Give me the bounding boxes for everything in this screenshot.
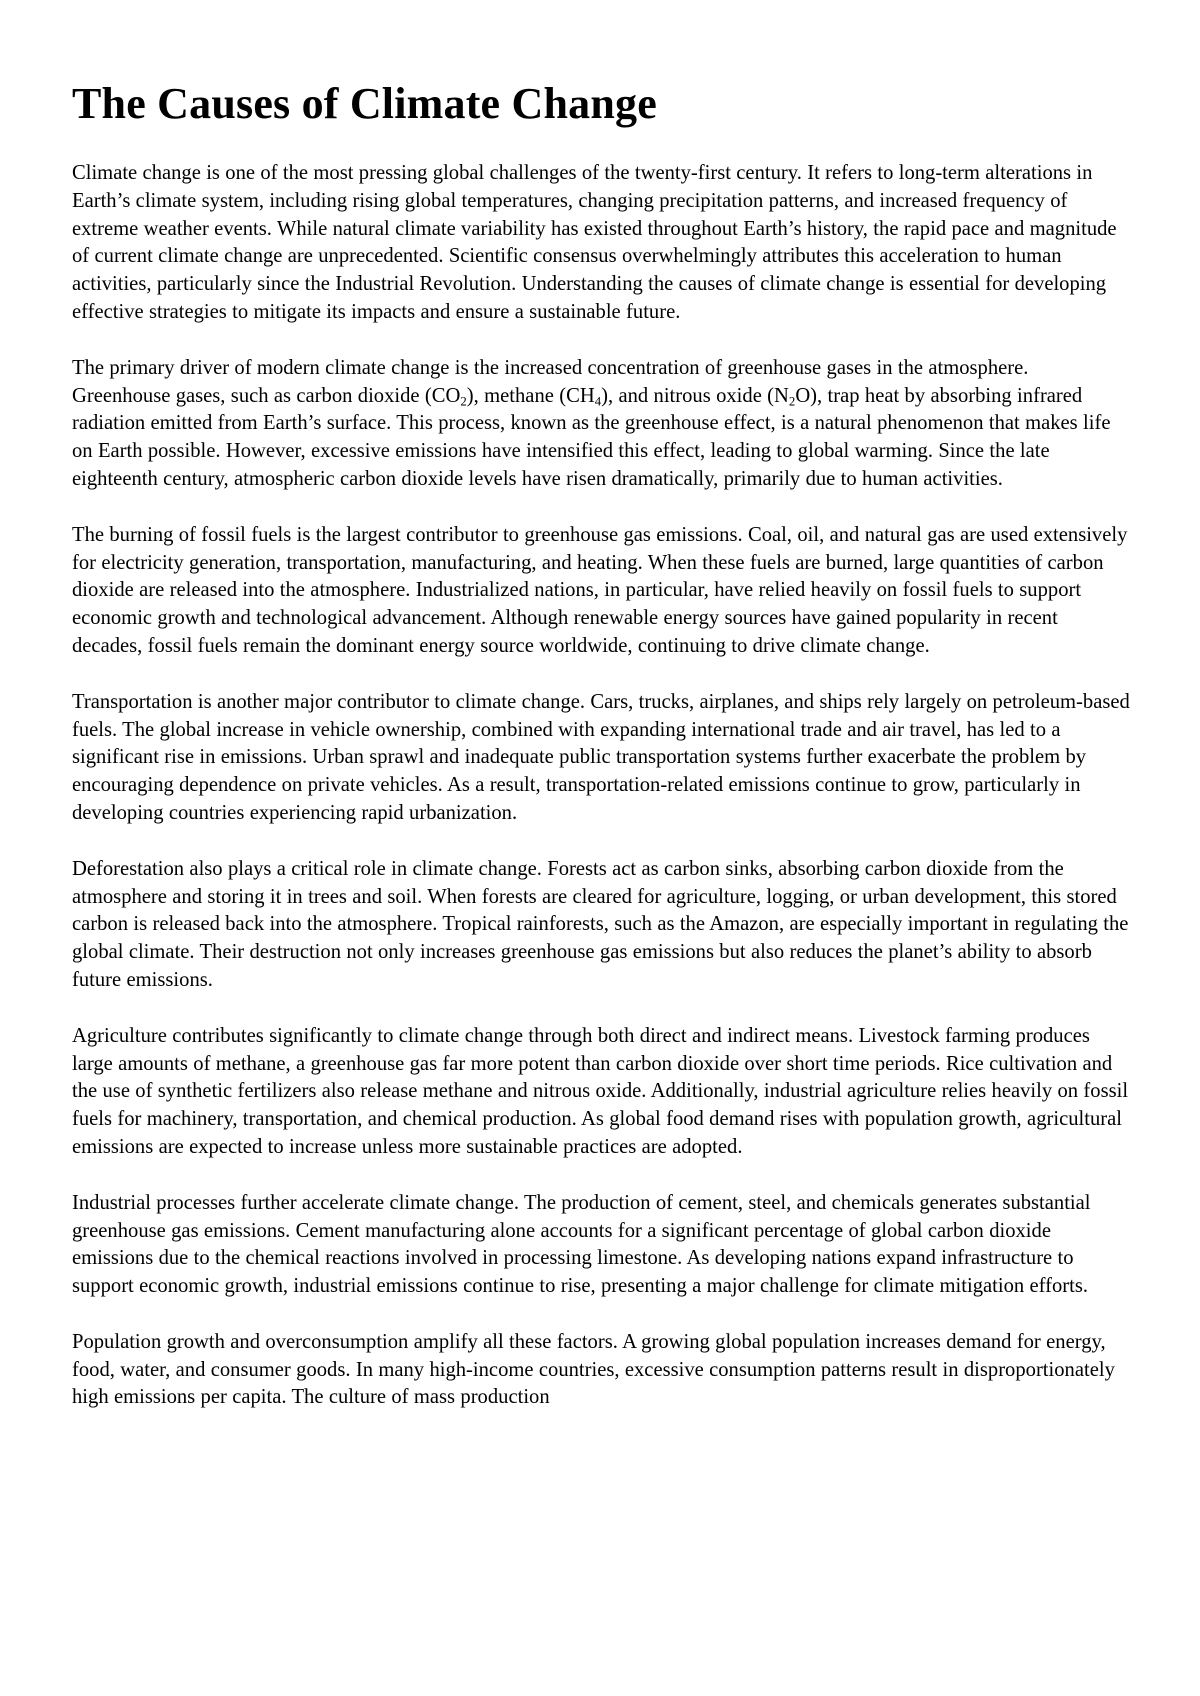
paragraph-industrial-processes: Industrial processes further accelerate climate change. The production of cement, steel, and chemicals generates substantial greenhouse gas emissions. Cement manufacturing alone accounts for a significant percentage of global carbon dioxide emissions due to the chemical reactions involved in processing limestone. As developing nations expand infrastructure to support economic growth, industrial emissions continue to rise, presenting a major challenge for climate mitigation efforts. — [72, 1191, 1091, 1298]
paragraph-fossil-fuels: The burning of fossil fuels is the largest contributor to greenhouse gas emissions. Coal, oil, and natural gas are used extensively for electricity generation, transportation, manufacturing, and heating. When these fuels are burned, large quantities of carbon dioxide are released into the atmosphere. Industrialized nations, in particular, have relied heavily on fossil fuels to support economic growth and technological advancement. Although renewable energy sources have gained popularity in recent decades, fossil fuels remain the dominant energy source worldwide, continuing to drive climate change. — [72, 523, 1128, 657]
co2-subscript: 2 — [460, 394, 467, 409]
ch4-subscript: 4 — [594, 394, 602, 409]
n2o-subscript: 2 — [788, 394, 796, 409]
paragraph-greenhouse-gases — [72, 355, 1130, 494]
paragraph-text: ), and nitrous oxide (N — [601, 384, 789, 407]
paragraph-text: ), methane (CH — [466, 384, 595, 407]
paragraph-introduction: Climate change is one of the most pressing global challenges of the twenty-first century. It refers to long-term alterations in Earth’s climate system, including rising global temperatures, changing precipitation patterns, and increased frequency of extreme weather events. While natural climate variability has existed throughout Earth’s history, the rapid pace and magnitude of current climate change are unprecedented. Scientific consensus overwhelmingly attributes this acceleration to human activities, particularly since the Industrial Revolution. Understanding the causes of climate change is essential for developing effective strategies to mitigate its impacts and ensure a sustainable future. — [72, 162, 1117, 323]
paragraph-text: O), trap heat by absorbing infrared radiation emitted from Earth’s surface. This process, known as the greenhouse effect, is a natural phenomenon that makes life on Earth possible. However, excessive emissions have intensified this effect, leading to global warming. Since the late eighteenth century, atmospheric carbon dioxide levels have risen dramatically, primarily due to human activities. — [72, 384, 1111, 490]
paragraph-agriculture: Agriculture contributes significantly to climate change through both direct and indirect means. Livestock farming produces large amounts of methane, a greenhouse gas far more potent than carbon dioxide over short time periods. Rice cultivation and the use of synthetic fertilizers also release methane and nitrous oxide. Additionally, industrial agriculture relies heavily on fossil fuels for machinery, transportation, and chemical production. As global food demand rises with population growth, agricultural emissions are expected to increase unless more sustainable practices are adopted. — [72, 1024, 1129, 1158]
document-page — [72, 78, 1130, 1440]
paragraph-text: The primary driver of modern climate change is the increased concentration of greenhouse gases in the atmosphere. Greenhouse gases, such as carbon dioxide (CO — [72, 356, 1029, 407]
paragraph-transportation: Transportation is another major contributor to climate change. Cars, trucks, airplanes, and ships rely largely on petroleum-based fuels. The global increase in vehicle ownership, combined with expanding international trade and air travel, has led to a significant rise in emissions. Urban sprawl and inadequate public transportation systems further exacerbate the problem by encouraging dependence on private vehicles. As a result, transportation-related emissions continue to grow, particularly in developing countries experiencing rapid urbanization. — [72, 690, 1130, 824]
paragraph-deforestation: Deforestation also plays a critical role in climate change. Forests act as carbon sinks, absorbing carbon dioxide from the atmosphere and storing it in trees and soil. When forests are cleared for agriculture, logging, or urban development, this stored carbon is released back into the atmosphere. Tropical rainforests, such as the Amazon, are especially important in regulating the global climate. Their destruction not only increases greenhouse gas emissions but also reduces the planet’s ability to absorb future emissions. — [72, 857, 1129, 991]
paragraph-population-growth: Population growth and overconsumption amplify all these factors. A growing global population increases demand for energy, food, water, and consumer goods. In many high-income countries, excessive consumption patterns result in disproportionately high emissions per capita. The culture of mass production — [72, 1330, 1115, 1409]
page-title: The Causes of Climate Change — [72, 79, 657, 128]
